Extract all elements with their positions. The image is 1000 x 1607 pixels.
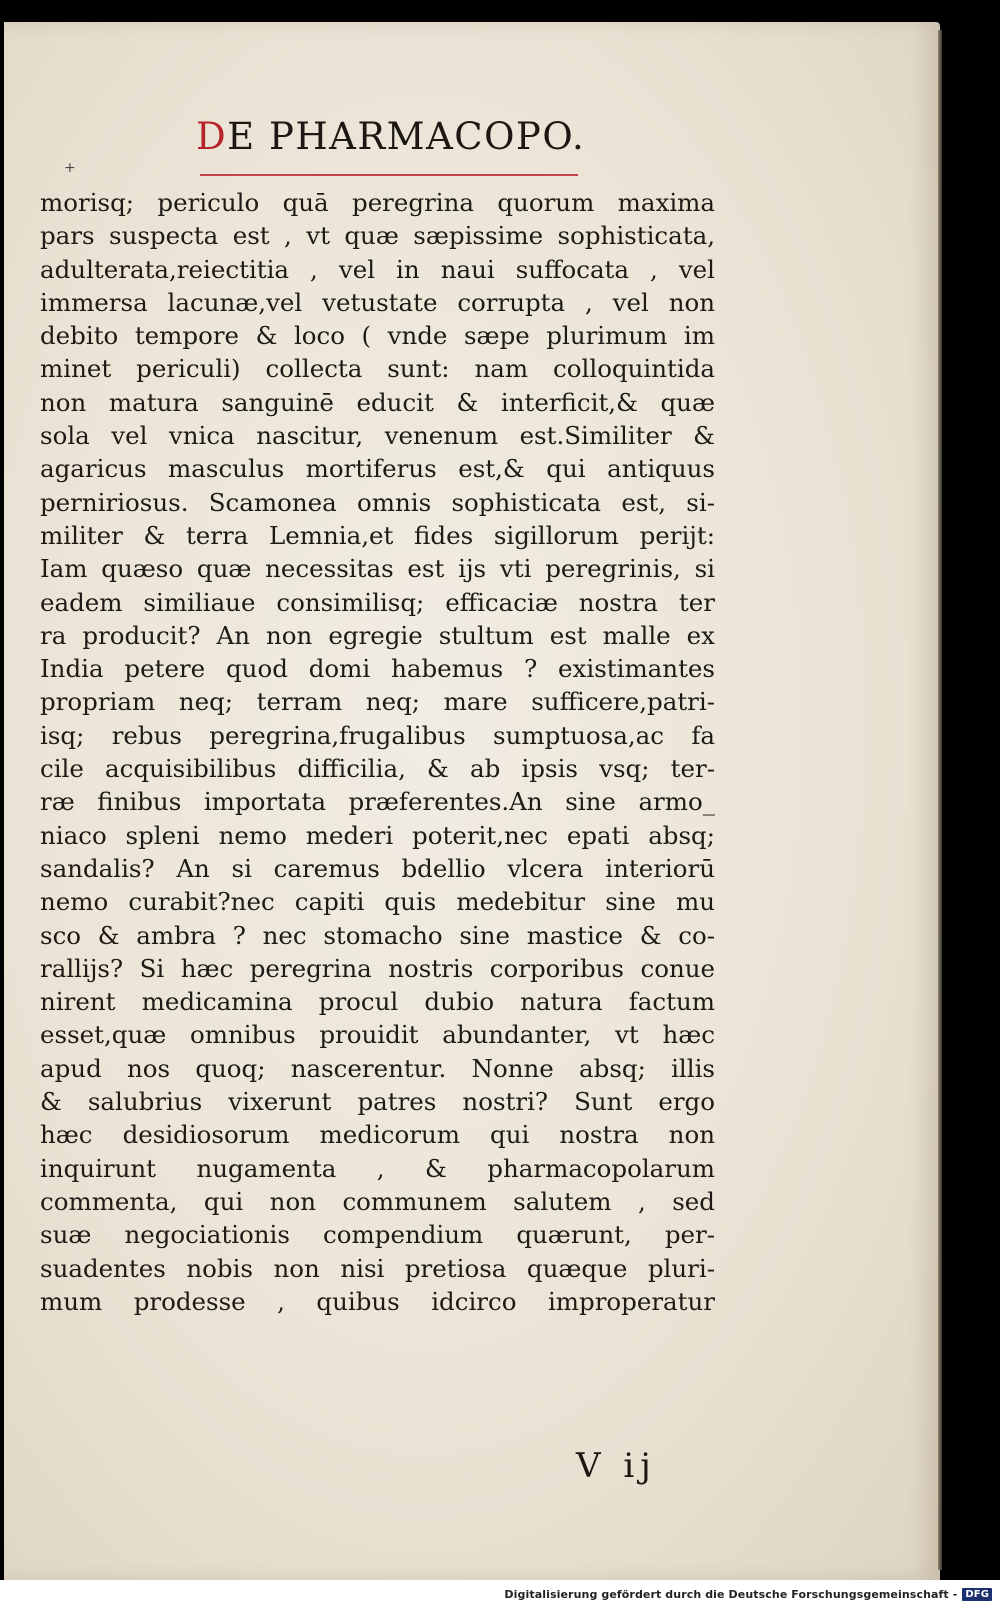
text-line: pars suspecta est , vt quæ sæpissime sophisticata, — [40, 221, 715, 251]
text-block — [40, 186, 715, 1318]
text-line: hæc desidiosorum medicorum qui nostra non — [40, 1120, 715, 1150]
credit-text: Digitalisierung gefördert durch die Deutsche Forschungsgemeinschaft - — [504, 1588, 958, 1601]
text-line: morisq; periculo quā peregrina quorum maxima — [40, 188, 715, 217]
text-line: non matura sanguinē educit & interficit,& quæ — [40, 387, 715, 417]
book-page — [4, 22, 940, 1580]
text-line: sandalis? An si caremus bdellio vlcera interiorū — [40, 853, 715, 883]
credit-line — [504, 1588, 992, 1601]
text-line: propriam neq; terram neq; mare sufficere,patri- — [40, 687, 715, 717]
folio: V ij — [576, 1446, 657, 1486]
text-line: suæ negociationis compendium quærunt, per- — [40, 1220, 715, 1250]
text-line: India petere quod domi habemus ? existimantes — [40, 654, 715, 684]
text-line: esset,quæ omnibus prouidit abundanter, vt hæc — [40, 1020, 715, 1050]
text-line: adulterata,reiectitia , vel in naui suffocata , vel — [40, 254, 715, 284]
text-line: perniriosus. Scamonea omnis sophisticata est, si- — [40, 487, 715, 517]
text-line: agaricus masculus mortiferus est,& qui antiquus — [40, 454, 715, 484]
text-line: nirent medicamina procul dubio natura factum — [40, 987, 715, 1017]
text-line: niaco spleni nemo mederi poterit,nec epati absq; — [40, 820, 715, 850]
text-line: suadentes nobis non nisi pretiosa quæque pluri- — [40, 1253, 715, 1283]
text-line: debito tempore & loco ( vnde sæpe plurimum im — [40, 321, 715, 351]
text-line: militer & terra Lemnia,et fides sigillorum perijt: — [40, 520, 715, 550]
text-line: commenta, qui non communem salutem , sed — [40, 1186, 715, 1216]
running-head: DE PHARMACOPO. — [196, 115, 586, 158]
text-line: sola vel vnica nascitur, venenum est.Similiter & — [40, 421, 715, 451]
running-head-rule — [200, 174, 578, 176]
text-line: inquirunt nugamenta , & pharmacopolarum — [40, 1153, 715, 1183]
text-line: immersa lacunæ,vel vetustate corrupta , vel non — [40, 287, 715, 317]
page-edge — [938, 30, 942, 1570]
text-line: sco & ambra ? nec stomacho sine mastice & co- — [40, 920, 715, 950]
text-line: rallijs? Si hæc peregrina nostris corporibus conue — [40, 953, 715, 983]
margin-mark: + — [64, 160, 76, 176]
text-line: apud nos quoq; nascerentur. Nonne absq; illis — [40, 1053, 715, 1083]
text-line: ræ finibus importata præferentes.An sine armo_ — [40, 787, 715, 817]
dfg-logo: DFG — [962, 1588, 992, 1601]
text-line: ra producit? An non egregie stultum est malle ex — [40, 620, 715, 650]
text-line: minet periculi) collecta sunt: nam colloquintida — [40, 354, 715, 384]
text-line: Iam quæso quæ necessitas est ijs vti peregrinis, si — [40, 554, 715, 584]
footer-bar — [0, 1580, 1000, 1607]
text-line: nemo curabit?nec capiti quis medebitur sine mu — [40, 887, 715, 917]
text-line: cile acquisibilibus difficilia, & ab ipsis vsq; ter- — [40, 754, 715, 784]
text-line: mum prodesse , quibus idcirco improperatur — [40, 1286, 715, 1316]
text-line: isq; rebus peregrina,frugalibus sumptuosa,ac fa — [40, 720, 715, 750]
text-line: & salubrius vixerunt patres nostri? Sunt ergo — [40, 1087, 715, 1117]
text-line: eadem similiaue consimilisq; efficaciæ nostra ter — [40, 587, 715, 617]
